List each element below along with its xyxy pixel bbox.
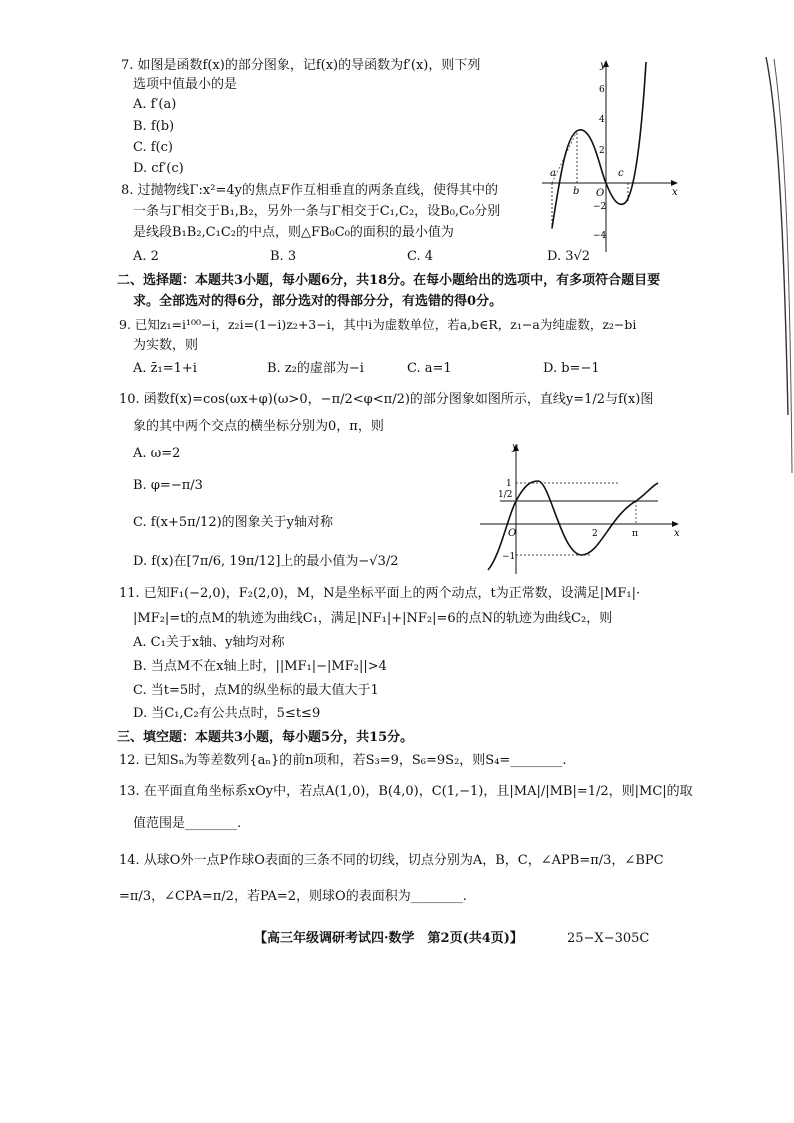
x-axis-label: x [672, 187, 678, 198]
q9-stem-line1: 9. 已知z₁=i¹⁰⁰−i，z₂i=(1−i)z₂+3−i，其中i为虚数单位，若a,b∈R，z₁−a为纯虚数，z₂−bi [119, 317, 637, 332]
section3-heading: 三、填空题：本题共3小题，每小题5分，共15分。 [117, 730, 414, 745]
footer-code: 25−X−305C [567, 931, 650, 946]
q7-function-graph [538, 58, 686, 254]
y-tick-4: 4 [599, 115, 605, 125]
q9-option-c: C. a=1 [407, 361, 452, 376]
q8-stem-line1: 8. 过抛物线Γ:x²=4y的焦点F作互相垂直的两条直线，使得其中的 [121, 183, 499, 198]
q10-option-a: A. ω=2 [133, 446, 181, 461]
y-tick-2: 2 [599, 146, 605, 156]
point-a-label: a [550, 168, 556, 179]
q10-option-b: B. φ=−π/3 [133, 478, 203, 493]
q10-cosine-graph [470, 438, 685, 578]
q8-option-a: A. 2 [133, 249, 159, 264]
q7-stem-line1: 7. 如图是函数f(x)的部分图象，记f(x)的导函数为f′(x)，则下列 [121, 58, 481, 73]
q10-option-c: C. f(x+5π/12)的图象关于y轴对称 [133, 515, 334, 530]
q8-stem-line2: 一条与Γ相交于B₁,B₂，另外一条与Γ相交于C₁,C₂，设B₀,C₀分别 [133, 204, 501, 219]
point-c-label: c [618, 168, 624, 179]
q9-option-d: D. b=−1 [543, 361, 600, 376]
x-tick-2: 2 [592, 529, 598, 539]
scan-edge-marks [764, 55, 794, 475]
q10-option-d: D. f(x)在[7π/6, 19π/12]上的最小值为−√3/2 [133, 554, 399, 569]
point-b-label: b [573, 186, 580, 197]
q11-option-c: C. 当t=5时，点M的纵坐标的最大值大于1 [133, 683, 379, 698]
y-axis-label: y [512, 442, 518, 453]
q8-stem-line3: 是线段B₁B₂,C₁C₂的中点，则△FB₀C₀的面积的最小值为 [133, 225, 454, 240]
q9-option-a: A. z̄₁=1+i [133, 361, 197, 376]
q12-stem: 12. 已知Sₙ为等差数列{aₙ}的前n项和，若S₃=9，S₆=9S₂，则S₄=________. [119, 753, 567, 768]
y-tick-neg4: −4 [593, 231, 607, 241]
q8-option-b: B. 3 [270, 249, 297, 264]
q7-option-d: D. cf′(c) [133, 161, 184, 176]
q11-option-a: A. C₁关于x轴、y轴均对称 [133, 635, 285, 650]
q8-option-c: C. 4 [407, 249, 434, 264]
origin-label: O [508, 528, 517, 539]
q7-option-b: B. f(b) [133, 119, 175, 134]
q10-stem-line1: 10. 函数f(x)=cos(ωx+φ)(ω>0，−π/2<φ<π/2)的部分图象如图所示，直线y=1/2与f(x)图 [119, 392, 654, 407]
q8-option-d: D. 3√2 [547, 249, 591, 264]
q9-option-b: B. z₂的虚部为−i [267, 361, 364, 376]
y-tick-half: 1/2 [498, 490, 513, 500]
section2-heading-line1: 二、选择题：本题共3小题，每小题6分，共18分。在每小题给出的选项中，有多项符合题目要 [117, 273, 661, 288]
q7-stem-line2: 选项中值最小的是 [133, 77, 238, 92]
x-axis-label: x [674, 528, 680, 539]
q7-option-c: C. f(c) [133, 140, 173, 155]
page-footer: 【高三年级调研考试四·数学 第2页(共4页)】 [254, 931, 523, 946]
y-tick-6: 6 [599, 85, 605, 95]
q11-stem-line2: |MF₂|=t的点M的轨迹为曲线C₁，满足|NF₁|+|NF₂|=6的点N的轨迹为曲线C₂，则 [133, 611, 613, 626]
q9-stem-line2: 为实数，则 [133, 338, 199, 353]
y-tick-neg2: −2 [593, 202, 607, 212]
section2-heading-line2: 求。全部选对的得6分，部分选对的得部分分，有选错的得0分。 [133, 294, 503, 309]
q13-stem-line2: 值范围是________. [133, 816, 242, 831]
q13-stem-line1: 13. 在平面直角坐标系xOy中，若点A(1,0)，B(4,0)，C(1,−1)，且|MA|/|MB|=1/2，则|MC|的取 [119, 784, 693, 799]
q11-option-b: B. 当点M不在x轴上时，||MF₁|−|MF₂||>4 [133, 659, 387, 674]
q14-stem-line1: 14. 从球O外一点P作球O表面的三条不同的切线，切点分别为A，B，C，∠APB=π/3，∠BPC [119, 853, 664, 868]
q14-stem-line2: =π/3，∠CPA=π/2，若PA=2，则球O的表面积为________. [119, 889, 467, 904]
q11-option-d: D. 当C₁,C₂有公共点时，5≤t≤9 [133, 706, 321, 721]
q7-option-a: A. f′(a) [133, 97, 177, 112]
q10-stem-line2: 象的其中两个交点的横坐标分别为0，π，则 [133, 419, 384, 434]
y-axis-label: y [600, 60, 606, 71]
x-tick-pi: π [632, 529, 638, 539]
q11-stem-line1: 11. 已知F₁(−2,0)，F₂(2,0)，M，N是坐标平面上的两个动点，t为正常数，设满足|MF₁|· [119, 586, 641, 601]
y-tick-neg1: −1 [502, 552, 516, 562]
y-tick-1: 1 [506, 479, 512, 489]
origin-label: O [596, 188, 605, 199]
